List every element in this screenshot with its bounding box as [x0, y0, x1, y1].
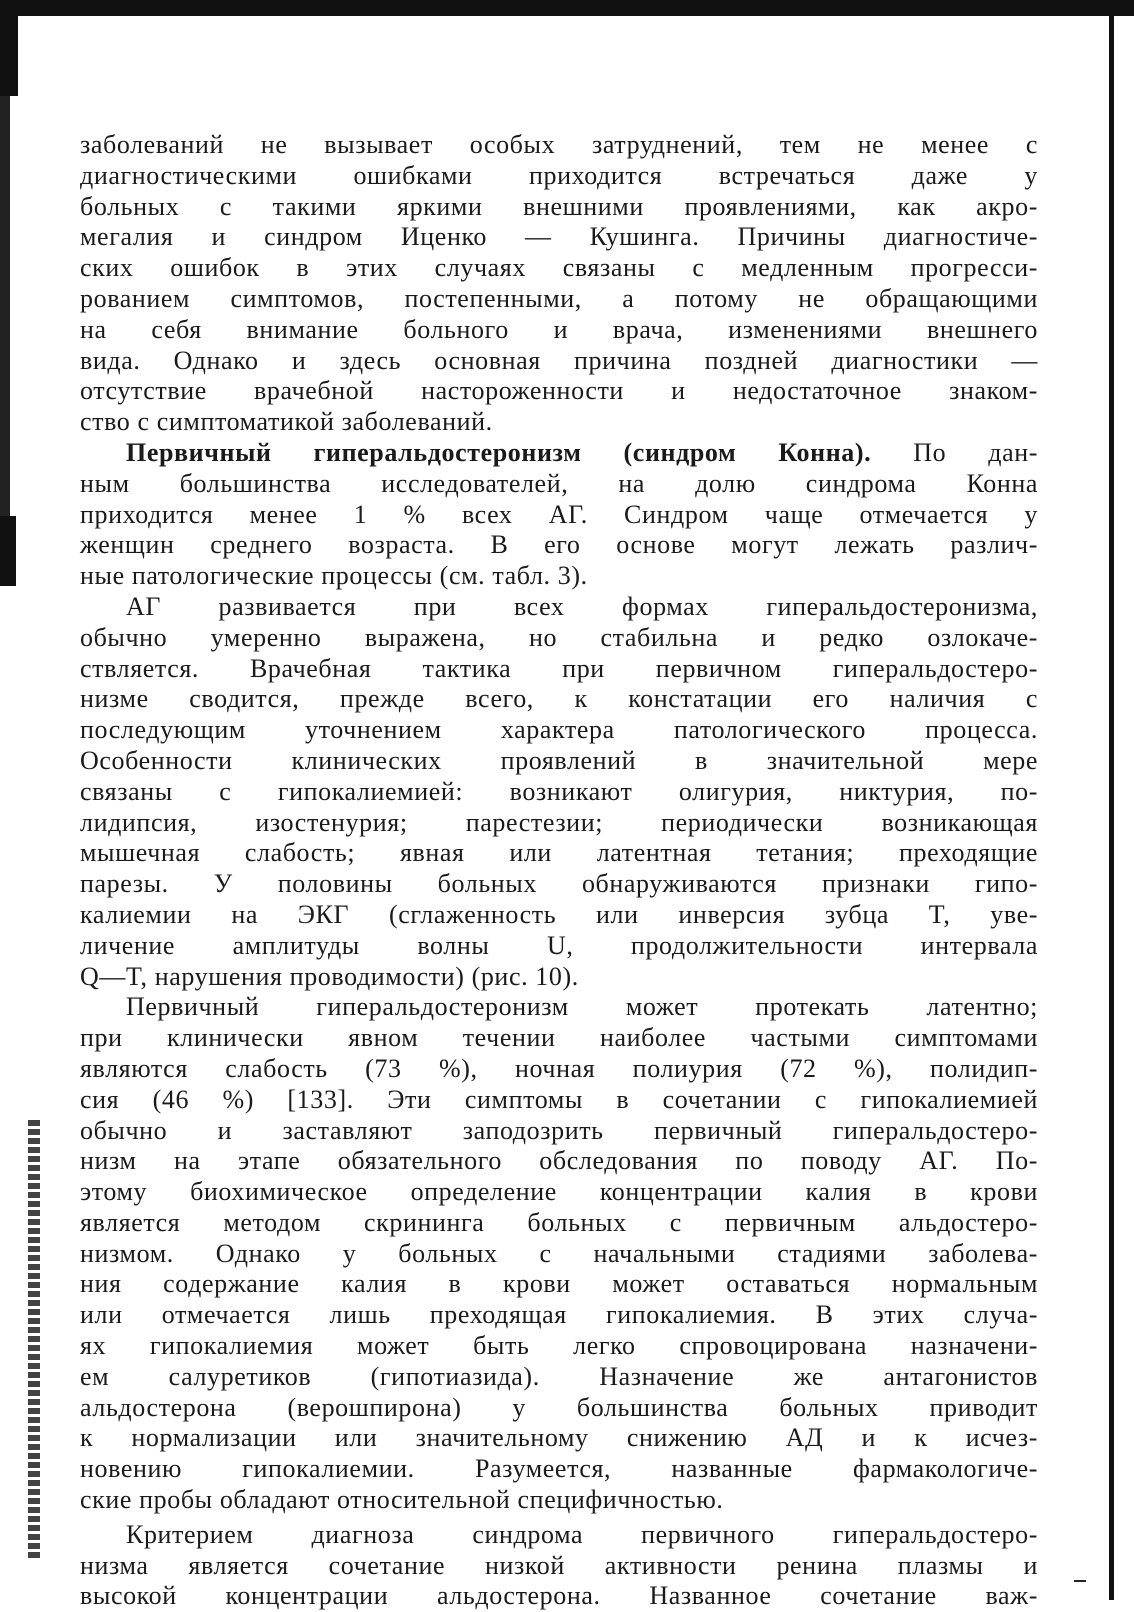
text-line: парезы. У половины больных обнаруживаются признаки гипо-: [80, 869, 1038, 899]
text-line: заболеваний не вызывает особых затруднений, тем не менее с: [80, 130, 1038, 159]
section-heading: Первичный гиперальдостеронизм (синдром Конна).: [126, 437, 872, 467]
text-line: ствляется. Врачебная тактика при первичном гиперальдостеро-: [80, 653, 1038, 683]
text-line: [80, 438, 1038, 469]
scan-margin-marks: [28, 1120, 40, 1560]
text-line: больных с такими яркими внешними проявлениями, как акро-: [80, 191, 1038, 221]
text-line: мегалия и синдром Иценко — Кушинга. Причины диагностиче-: [80, 222, 1038, 252]
text-line: к нормализации или значительному снижению АД и к исчез-: [80, 1423, 1038, 1453]
text-line: ем салуретиков (гипотиазида). Назначение же антагонистов: [80, 1361, 1038, 1391]
text-line: при клинически явном течении наиболее частыми симптомами: [80, 1023, 1038, 1053]
page-right-border: [1109, 0, 1114, 1600]
text-line: ях гипокалиемия может быть легко спровоцирована назначени-: [80, 1331, 1038, 1361]
text-line: Первичный гиперальдостеронизм может протекать латентно;: [126, 992, 1038, 1022]
text-line: или отмечается лишь преходящая гипокалиемия. В этих случа-: [80, 1300, 1038, 1330]
text-line: альдостерона (верошпирона) у большинства больных приводит: [80, 1392, 1038, 1422]
text-line: последующим уточнением характера патологического процесса.: [80, 715, 1038, 745]
text-line: этому биохимическое определение концентрации калия в крови: [80, 1177, 1038, 1207]
paragraph: [80, 130, 1038, 438]
text-line: женщин среднего возраста. В его основе могут лежать различ-: [80, 530, 1038, 560]
text-line: обычно и заставляют заподозрить первичный гиперальдостеро-: [80, 1115, 1038, 1145]
text-line: калиемии на ЭКГ (сглаженность или инверсия зубца T, уве-: [80, 899, 1038, 929]
text-line: Особенности клинических проявлений в значительной мере: [80, 745, 1038, 775]
text-line: низма является сочетание низкой активности ренина плазмы и: [80, 1550, 1038, 1580]
text-line: рованием симптомов, постепенными, а потому не обращающими: [80, 283, 1038, 313]
text-line: обычно умеренно выражена, но стабильна и редко озлокаче-: [80, 622, 1038, 652]
paragraph: [80, 438, 1038, 592]
text-line: приходится менее 1 % всех АГ. Синдром чаще отмечается у: [80, 499, 1038, 529]
text-line: новению гипокалиемии. Разумеется, названные фармакологиче-: [80, 1454, 1038, 1484]
scan-edge-shadow: [0, 516, 16, 586]
text-line: связаны с гипокалиемией: возникают олигурия, никтурия, по-: [80, 776, 1038, 806]
text-line: высокой концентрации альдостерона. Названное сочетание важ-: [80, 1581, 1038, 1611]
text-line: ских ошибок в этих случаях связаны с медленным прогресси-: [80, 253, 1038, 283]
page-top-border: [0, 0, 1134, 16]
text-line: вида. Однако и здесь основная причина поздней диагностики —: [80, 345, 1038, 375]
scan-artifact-mark: [1074, 1580, 1086, 1582]
text-line: ния содержание калия в крови может оставаться нормальным: [80, 1269, 1038, 1299]
scan-edge-shadow: [0, 96, 10, 516]
paragraph: [80, 1520, 1038, 1612]
text-line: ство с симптоматикой заболеваний.: [80, 407, 493, 437]
text-line: ным большинства исследователей, на долю синдрома Конна: [80, 468, 1038, 498]
paragraph: [80, 992, 1038, 1516]
text-line: низме сводится, прежде всего, к констатации его наличия с: [80, 684, 1038, 714]
text-line: лидипсия, изостенурия; парестезии; периодически возникающая: [80, 807, 1038, 837]
text-line: Q—T, нарушения проводимости) (рис. 10).: [80, 961, 579, 991]
page-body: [80, 130, 1038, 1612]
text-line: на себя внимание больного и врача, изменениями внешнего: [80, 314, 1038, 344]
paragraph: [80, 592, 1038, 992]
text-line: сия (46 %) [133]. Эти симптомы в сочетании с гипокалиемией: [80, 1084, 1038, 1114]
text-line: АГ развивается при всех формах гиперальдостеронизма,: [126, 591, 1038, 621]
text-line: ные патологические процессы (см. табл. 3).: [80, 561, 588, 591]
text-line: низм на этапе обязательного обследования по поводу АГ. По-: [80, 1146, 1038, 1176]
text-line: является методом скрининга больных с первичным альдостеро-: [80, 1207, 1038, 1237]
text-line: низмом. Однако у больных с начальными стадиями заболева-: [80, 1238, 1038, 1268]
text-line: личение амплитуды волны U, продолжительности интервала: [80, 930, 1038, 960]
text-line: ские пробы обладают относительной специфичностью.: [80, 1485, 724, 1515]
text-line: являются слабость (73 %), ночная полиурия (72 %), полидип-: [80, 1053, 1038, 1083]
scan-edge-shadow: [0, 16, 18, 96]
text-line: Критерием диагноза синдрома первичного гиперальдостеро-: [126, 1519, 1038, 1549]
text-line: мышечная слабость; явная или латентная тетания; преходящие: [80, 838, 1038, 868]
text-line: диагностическими ошибками приходится встречаться даже у: [80, 160, 1038, 190]
text-line: отсутствие врачебной настороженности и недостаточное знаком-: [80, 376, 1038, 406]
heading-continuation: По дан-: [871, 437, 1039, 467]
